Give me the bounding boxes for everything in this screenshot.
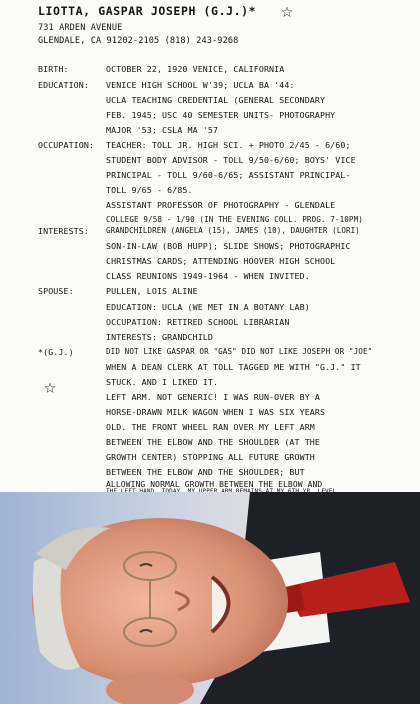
spouse-label: SPOUSE: [38, 286, 74, 296]
portrait-photo [0, 492, 420, 704]
education-label: EDUCATION: [38, 80, 89, 90]
arm-note-line: ALLOWING NORMAL GROWTH BETWEEN THE ELBOW AND [106, 480, 323, 489]
occupation-line: STUDENT BODY ADVISOR - TOLL 9/50-6/60; BOYS' VICE [106, 155, 356, 165]
interests-line: CLASS REUNIONS 1949-1964 - WHEN INVITED. [106, 271, 310, 281]
occupation-label: OCCUPATION: [38, 140, 95, 150]
education-line: MAJOR '53; CSLA MA '57 [106, 125, 219, 135]
arm-note-line: GROWTH CENTER) STOPPING ALL FUTURE GROWTH [106, 452, 315, 462]
education-line: FEB. 1945; USC 40 SEMESTER UNITS- PHOTOGRAPHY [106, 110, 336, 120]
star-icon: ☆ [281, 0, 294, 22]
occupation-line: PRINCIPAL - TOLL 9/60-6/65; ASSISTANT PRINCIPAL- [106, 170, 351, 180]
interests-label: INTERESTS: [38, 226, 89, 236]
spouse-line: PULLEN, LOIS ALINE [106, 286, 198, 296]
gj-note-line: STUCK. AND I LIKED IT. [106, 377, 219, 387]
birth-value: OCTOBER 22, 1920 VENICE, CALIFORNIA [106, 64, 285, 74]
education-line: VENICE HIGH SCHOOL W'39; UCLA BA '44: [106, 80, 295, 90]
portrait-illustration [0, 492, 420, 704]
arm-note-line: BETWEEN THE ELBOW AND THE SHOULDER; BUT [106, 467, 305, 477]
occupation-line: TOLL 9/65 - 6/85. [106, 185, 193, 195]
arm-note-line: LEFT ARM. NOT GENERIC! I WAS RUN-OVER BY A [106, 392, 320, 402]
gj-note-line: WHEN A DEAN CLERK AT TOLL TAGGED ME WITH "G.J." IT [106, 362, 361, 372]
spouse-line: INTERESTS: GRANDCHILD [106, 332, 213, 342]
occupation-line: ASSISTANT PROFESSOR OF PHOTOGRAPHY - GLENDALE [106, 200, 336, 210]
spouse-line: EDUCATION: UCLA (WE MET IN A BOTANY LAB) [106, 302, 310, 312]
interests-line: SON-IN-LAW (BOB HUPP); SLIDE SHOWS; PHOTOGRAPHIC [106, 241, 351, 251]
city-phone-line: GLENDALE, CA 91202-2105 (818) 243-9268 [38, 36, 239, 46]
arm-note-line: HORSE-DRAWN MILK WAGON WHEN I WAS SIX YEARS [106, 407, 326, 417]
arm-note-line: OLD. THE FRONT WHEEL RAN OVER MY LEFT ARM [106, 422, 315, 432]
gj-note-label: *(G.J.) [38, 347, 74, 357]
interests-line: GRANDCHILDREN (ANGELA (15), JAMES (10), DAUGHTER (LORI) [106, 226, 360, 235]
person-name: LIOTTA, GASPAR JOSEPH (G.J.)* [38, 4, 257, 18]
interests-line: CHRISTMAS CARDS; ATTENDING HOOVER HIGH SCHOOL [106, 256, 336, 266]
spouse-line: OCCUPATION: RETIRED SCHOOL LIBRARIAN [106, 317, 290, 327]
address-line: 731 ARDEN AVENUE [38, 23, 123, 33]
star-icon: ☆ [44, 374, 57, 398]
arm-note-line: BETWEEN THE ELBOW AND THE SHOULDER (AT THE [106, 437, 320, 447]
occupation-line: TEACHER: TOLL JR. HIGH SCI. + PHOTO 2/45 - 6/60; [106, 140, 351, 150]
gj-note-line: DID NOT LIKE GASPAR OR "GAS" DID NOT LIKE JOSEPH OR "JOE" [106, 347, 373, 356]
birth-label: BIRTH: [38, 64, 69, 74]
occupation-line: COLLEGE 9/58 - 1/90 (IN THE EVENING COLL. PROG. 7-10PM) [106, 215, 363, 224]
education-line: UCLA TEACHING CREDENTIAL (GENERAL SECONDARY [106, 95, 326, 105]
